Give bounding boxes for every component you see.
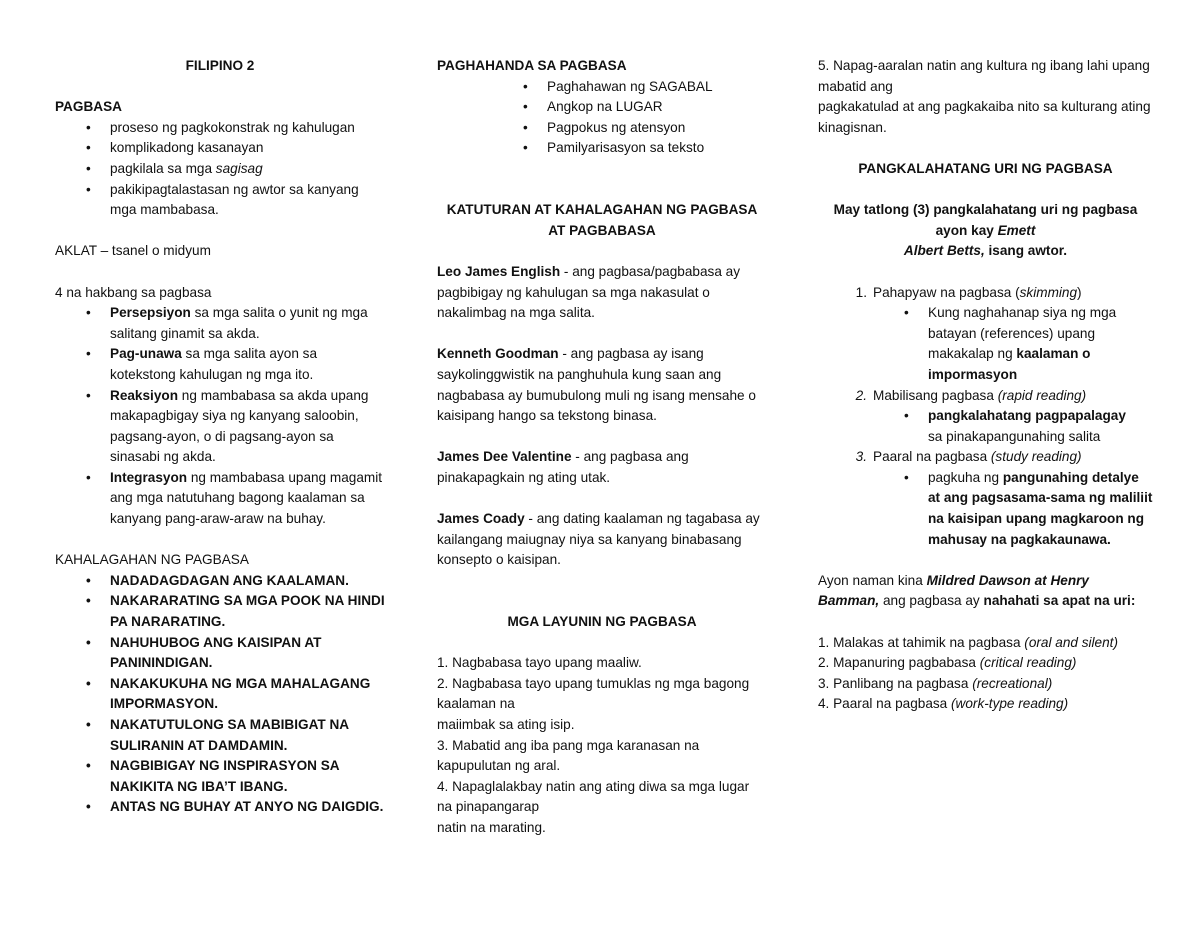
apat-item	[818, 674, 1153, 695]
list-item: • Paghahawan ng SAGABAL	[547, 77, 767, 98]
author-name: James Coady	[437, 511, 525, 527]
intro-name: Emett	[997, 222, 1036, 238]
sub-text: sa pinakapangunahing salita	[928, 428, 1101, 444]
sub-item	[928, 468, 1153, 550]
list-item	[110, 303, 385, 344]
apat-english: (oral and silent)	[1024, 634, 1118, 650]
item-english: skimming	[1019, 284, 1078, 300]
uri-intro	[818, 200, 1153, 262]
item-english: (study reading)	[990, 449, 1082, 465]
definition	[437, 509, 767, 571]
list-item: • ANTAS NG BUHAY AT ANYO NG DAIGDIG.	[110, 797, 385, 818]
item-label: Pahapyaw na pagbasa (	[873, 284, 1020, 300]
column-3	[818, 56, 1153, 715]
layunin-item-cont: pagkakatulad at ang pagkakaiba nito sa kulturang ating kinagisnan.	[818, 99, 1151, 135]
apat-english: (critical reading)	[979, 655, 1077, 671]
katuturan-heading-line-2: AT PAGBABASA	[548, 222, 656, 238]
item-label: Mabilisang pagbasa	[873, 387, 998, 403]
apat-english: (work-type reading)	[951, 696, 1069, 712]
ayon-text: Ayon naman kina	[818, 572, 927, 588]
list-item: • NAKATUTULONG SA MABIBIGAT NA SULIRANIN AT DAMDAMIN.	[110, 715, 385, 756]
sub-list	[873, 406, 1153, 447]
list-item: • pakikipagtalastasan ng awtor sa kanyang mga mambabasa.	[110, 180, 385, 221]
item-label: Paaral na pagbasa	[873, 449, 991, 465]
list-item: • NADADAGDAGAN ANG KAALAMAN.	[110, 571, 385, 592]
layunin-item-cont: maiimbak sa ating isip.	[437, 717, 575, 732]
list-item: • Pamilyarisasyon sa teksto	[547, 138, 767, 159]
item-number: 3.	[855, 449, 867, 465]
katuturan-heading: KATUTURAN AT KAHALAGAHAN NG PAGBASA	[446, 202, 758, 218]
list-item: • Pagpokus ng atensyon	[547, 118, 767, 139]
term: Integrasyon	[110, 469, 188, 485]
apat-text: 4. Paaral na pagbasa	[818, 696, 952, 712]
kahalagahan-list	[55, 571, 385, 818]
item-number: 2.	[855, 387, 867, 403]
apat-item	[818, 653, 1153, 674]
item-english: (rapid reading)	[997, 387, 1087, 403]
apat-english: (recreational)	[972, 675, 1053, 691]
ayon-bold: nahahati sa apat na uri:	[983, 593, 1136, 609]
list-item: • NAHUHUBOG ANG KAISIPAN AT PANININDIGAN.	[110, 633, 385, 674]
kahalagahan-heading: KAHALAGAHAN NG PAGBASA	[55, 552, 249, 568]
uri-list	[818, 283, 1153, 551]
apat-text: 3. Panlibang na pagbasa	[818, 675, 973, 691]
list-item	[110, 468, 385, 530]
author-name: Leo James English	[437, 263, 561, 279]
layunin-heading: MGA LAYUNIN NG PAGBASA	[507, 614, 697, 630]
hakbang-heading: 4 na hakbang sa pagbasa	[55, 284, 212, 300]
list-item: • NAKAKUKUHA NG MGA MAHALAGANG IMPORMASYON.	[110, 674, 385, 715]
paghahanda-heading: PAGHAHANDA SA PAGBASA	[437, 58, 627, 73]
ayon-names: Mildred Dawson at Henry Bamman,	[818, 572, 1089, 609]
list-item	[110, 344, 385, 385]
author-name: James Dee Valentine	[437, 449, 572, 465]
sub-list	[873, 468, 1153, 550]
definition-text: - ang pagbasa/pagbabasa ay pagbibigay ng kahulugan sa mga nakasulat o nakalimbag na mga salita.	[437, 263, 741, 321]
layunin-item: 5. Napag-aaralan natin ang kultura ng ibang lahi upang mabatid ang	[818, 58, 1150, 94]
definition-text: - ang pagbasa ay isang saykolinggwistik na panghuhula kung saan ang nagbabasa ay bumubulong muli ng isang mensahe o kaisipang hango sa tekstong binasa.	[437, 346, 756, 424]
layunin-item: 1. Nagbabasa tayo upang maaliw.	[437, 655, 642, 671]
intro-name-2: Albert Betts,	[903, 243, 985, 259]
definition	[437, 262, 767, 324]
uri-heading: PANGKALAHATANG URI NG PAGBASA	[858, 160, 1113, 176]
list-item	[855, 283, 1153, 386]
sub-bold: pangunahing detalye at ang pagsasama-sama ng maliliit na kaisipan upang magkaroon ng mahusay na pagkakaunawa.	[928, 469, 1153, 547]
list-item	[855, 386, 1153, 448]
list-item: • komplikadong kasanayan	[110, 138, 385, 159]
term: Persepsiyon	[110, 305, 191, 321]
pagbasa-list	[55, 118, 385, 221]
layunin-item: 2. Nagbabasa tayo upang tumuklas ng mga bagong kaalaman na	[437, 675, 750, 712]
intro-text-2: isang awtor.	[984, 243, 1068, 259]
term: Reaksiyon	[110, 387, 179, 403]
list-item: • proseso ng pagkokonstrak ng kahulugan	[110, 118, 385, 139]
item-close: )	[1077, 284, 1082, 300]
definition-text: - ang pagbasa ang pinakapagkain ng ating utak.	[437, 449, 689, 485]
term-text: ng mambabasa upang magamit ang mga natutuhang bagong kaalaman sa kanyang pang-araw-araw na buhay.	[110, 469, 383, 527]
aklat-line: AKLAT – tsanel o midyum	[55, 243, 211, 259]
sub-text: Kung naghahanap siya ng mga batayan (references) upang makakalap ng	[928, 305, 1117, 362]
definition	[437, 344, 767, 426]
sub-text: pagkuha ng	[928, 469, 1003, 485]
column-2	[437, 56, 767, 839]
list-item: • NAGBIBIGAY NG INSPIRASYON SA NAKIKITA NG IBA’T IBANG.	[110, 756, 385, 797]
sub-item	[928, 406, 1153, 447]
list-item: • Angkop na LUGAR	[547, 97, 767, 118]
list-item: • NAKARARATING SA MGA POOK NA HINDI PA NARARATING.	[110, 591, 385, 632]
definition-text: - ang dating kaalaman ng tagabasa ay kailangang maiugnay niya sa kanyang binabasang konsepto o kaisipan.	[437, 511, 760, 568]
layunin-item-cont: natin na marating.	[437, 819, 546, 835]
column-1	[55, 56, 385, 818]
term-text: sa mga salita o yunit ng mga salitang ginamit sa akda.	[110, 305, 368, 341]
sub-bold: pangkalahatang pagpapalagay	[928, 408, 1126, 424]
apat-text: 1. Malakas at tahimik na pagbasa	[818, 634, 1025, 650]
sub-bold: kaalaman o impormasyon	[928, 346, 1091, 382]
term-text: sa mga salita ayon sa kotekstong kahulugan ng mga ito.	[110, 346, 318, 382]
list-item	[855, 447, 1153, 550]
apat-item	[818, 633, 1153, 654]
sub-list	[873, 303, 1153, 385]
item-text: pagkilala sa mga	[110, 160, 216, 176]
term: Pag-unawa	[110, 346, 182, 362]
intro-text: May tatlong (3) pangkalahatang uri ng pagbasa ayon kay	[833, 202, 1138, 238]
item-number: 1.	[855, 284, 867, 300]
layunin-item: 3. Mabatid ang iba pang mga karanasan na kapupulutan ng aral.	[437, 737, 700, 774]
paghahanda-list	[437, 77, 767, 159]
hakbang-list	[55, 303, 385, 530]
ayon-paragraph	[818, 571, 1153, 612]
pagbasa-heading: PAGBASA	[55, 99, 122, 115]
ayon-mid: ang pagbasa ay	[879, 593, 984, 609]
sub-item	[928, 303, 1153, 385]
layunin-item: 4. Napaglalakbay natin ang ating diwa sa mga lugar na pinapangarap	[437, 778, 750, 815]
item-italic: sagisag	[215, 160, 263, 176]
apat-item	[818, 694, 1153, 715]
list-item	[110, 386, 385, 468]
definition	[437, 447, 767, 488]
page-title: FILIPINO 2	[185, 58, 255, 73]
term-text: ng mambabasa sa akda upang makapagbigay siya ng kanyang saloobin, pagsang-ayon, o di pagsang-ayon sa sinasabi ng akda.	[110, 387, 369, 465]
apat-text: 2. Mapanuring pagbabasa	[818, 655, 980, 671]
author-name: Kenneth Goodman	[437, 346, 559, 362]
list-item	[110, 159, 385, 180]
